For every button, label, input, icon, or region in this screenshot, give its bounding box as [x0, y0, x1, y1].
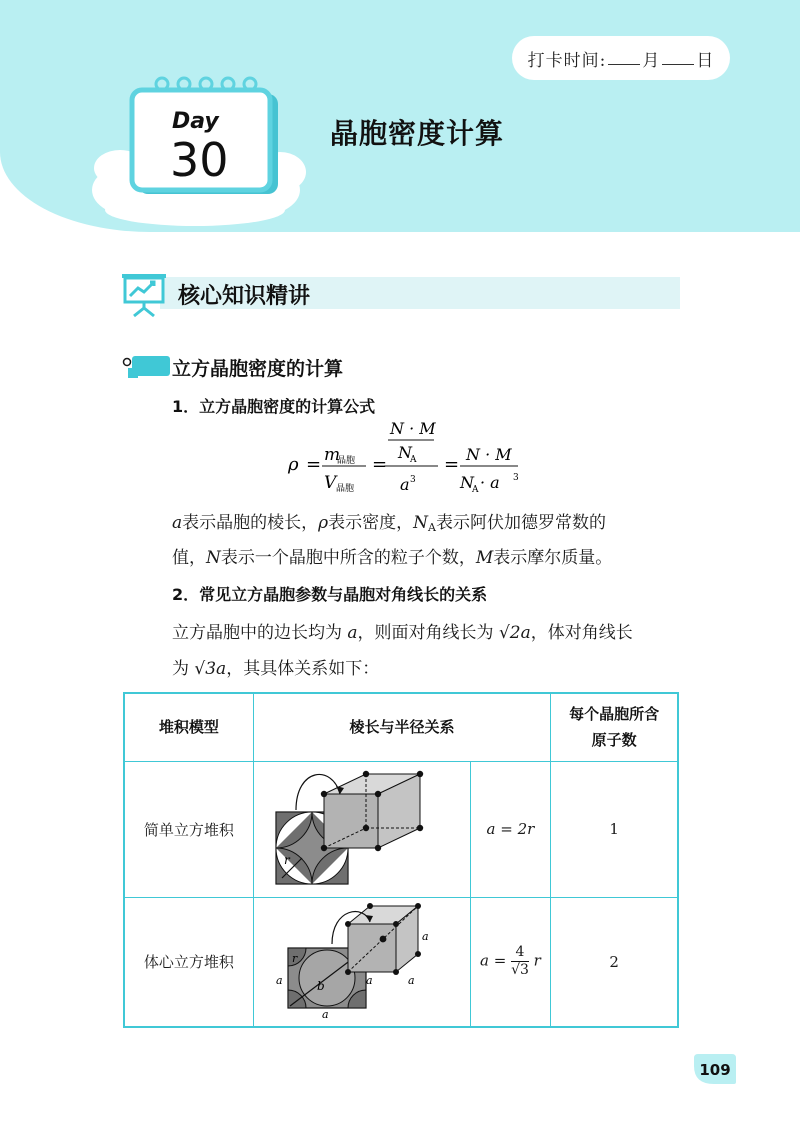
var-a: a — [347, 623, 358, 643]
atoms-cell: 1 — [551, 761, 678, 897]
formula-final-den: N — [460, 473, 474, 492]
section-title: 核心知识精讲 — [178, 284, 311, 309]
label-b: b — [316, 978, 325, 993]
relation-den: √3 — [511, 962, 529, 979]
relation-lhs: a = — [480, 951, 507, 970]
month-blank — [608, 51, 640, 65]
text: 为 — [172, 659, 195, 679]
formula-rho: ρ — [288, 454, 299, 475]
label-a: a — [365, 973, 373, 987]
text: 表示摩尔质量。 — [493, 548, 613, 568]
formula-m: m — [324, 445, 341, 465]
item1-title: 1．立方晶胞密度的计算公式 — [172, 397, 376, 416]
text: ，则面对角线长为 — [357, 623, 499, 643]
text: 值， — [172, 548, 206, 568]
formula-final-den-sub: A — [472, 485, 479, 495]
formula-v: V — [324, 473, 337, 493]
item2-title: 2．常见立方晶胞参数与晶胞对角线长的关系 — [172, 585, 488, 604]
body-diagonal: √3a — [194, 659, 227, 679]
day-number: 30 — [170, 133, 229, 187]
var-na-sub: A — [428, 521, 436, 534]
face-diagonal: √2a — [498, 623, 531, 643]
header-atoms-l1: 每个晶胞所含 — [569, 705, 660, 724]
header-atoms — [551, 693, 678, 761]
label-r: r — [283, 853, 290, 867]
day-label: Day — [172, 109, 219, 134]
svg-text:3: 3 — [513, 473, 519, 483]
header-relation: 棱长与半径关系 — [253, 693, 550, 761]
relation-num: 4 — [511, 944, 529, 962]
item2-line1 — [172, 618, 633, 643]
relation-value: a = 2r — [486, 820, 535, 838]
var-n: N — [206, 548, 221, 568]
formula-m-sub: 晶胞 — [337, 456, 356, 466]
item1-line1 — [172, 508, 606, 534]
formula-v-sub: 晶胞 — [336, 484, 355, 494]
relation-cell — [470, 761, 551, 897]
day-blank — [662, 51, 694, 65]
var-m: M — [475, 548, 494, 568]
relation-r: r — [533, 951, 541, 970]
formula-num: N · M — [390, 419, 436, 438]
atoms-cell: 2 — [551, 897, 678, 1027]
var-na: N — [413, 513, 429, 533]
simple-cubic-diagram — [262, 764, 462, 890]
formula-final-den-tail: · a — [480, 473, 500, 492]
text: 表示晶胞的棱长， — [182, 513, 319, 533]
presentation-board-icon — [120, 270, 168, 318]
table-row — [124, 897, 678, 1027]
label-a: a — [321, 1007, 329, 1020]
item2-line2 — [172, 654, 379, 679]
checkin-pill — [512, 36, 730, 80]
var-rho: ρ — [318, 513, 329, 533]
page-number-badge — [692, 1052, 738, 1086]
table-header-row — [124, 693, 678, 761]
text: 表示密度， — [328, 513, 414, 533]
checkin-prefix: 打卡时间: — [527, 50, 607, 71]
formula-na: N — [398, 443, 412, 462]
diagram-cell — [253, 897, 470, 1027]
topic-title: 立方晶胞密度的计算 — [172, 358, 344, 380]
text: 表示阿伏加德罗常数的 — [435, 513, 606, 533]
text: 立方晶胞中的边长均为 — [172, 623, 348, 643]
formula-exp: 3 — [410, 475, 416, 485]
header-model: 堆积模型 — [124, 693, 253, 761]
page-title: 晶胞密度计算 — [330, 117, 505, 150]
item1-line2 — [172, 543, 612, 568]
page-number: 109 — [699, 1061, 731, 1079]
bcc-diagram — [262, 900, 462, 1020]
page-header — [0, 0, 800, 232]
relation-table — [123, 692, 679, 1028]
relation-cell — [470, 897, 551, 1027]
diagram-cell — [253, 761, 470, 897]
svg-text:=: = — [444, 454, 460, 475]
density-formula — [280, 418, 540, 500]
topic-tag-icon — [120, 354, 170, 378]
label-a: a — [407, 973, 415, 987]
label-a: a — [275, 973, 283, 987]
relation-fraction — [511, 944, 529, 979]
model-cell: 简单立方堆积 — [124, 761, 253, 897]
formula-final-num: N · M — [466, 445, 512, 464]
model-cell: 体心立方堆积 — [124, 897, 253, 1027]
label-r: r — [291, 951, 297, 965]
var-a: a — [172, 513, 183, 533]
checkin-day: 日 — [696, 50, 715, 71]
svg-text:=: = — [306, 454, 322, 475]
text: ，体对角线长 — [530, 623, 633, 643]
text: 表示一个晶胞中所含的粒子个数， — [220, 548, 476, 568]
header-atoms-l2: 原子数 — [591, 731, 637, 750]
formula-na-sub: A — [410, 455, 417, 465]
checkin-month: 月 — [642, 50, 661, 71]
table-row — [124, 761, 678, 897]
formula-a3: a — [400, 475, 410, 494]
label-a: a — [421, 929, 429, 943]
text: ，其具体关系如下： — [226, 659, 380, 679]
svg-text:=: = — [372, 454, 388, 475]
day-calendar-badge — [80, 72, 310, 232]
